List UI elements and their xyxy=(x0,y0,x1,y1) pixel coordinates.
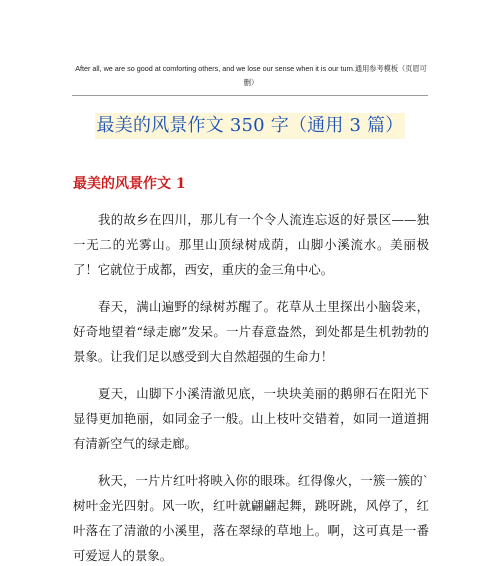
document-title-wrapper xyxy=(0,113,500,139)
section-heading: 最美的风景作文 1 xyxy=(73,176,186,192)
header-divider xyxy=(72,95,428,96)
page-header: After all, we are so good at comforting others, and we lose our sense when it is our turn.通用参考模板（页眉可删） xyxy=(75,64,427,87)
paragraph-1: 我的故乡在四川，那儿有一个令人流连忘返的好景区——独一无二的光雾山。那里山顶绿树成荫，山脚小溪流水。美丽极了！它就位于成都，西安，重庆的金三角中心。 xyxy=(73,212,429,277)
paragraph-3: 夏天，山脚下小溪清澈见底，一块块美丽的鹅卵石在阳光下显得更加艳丽，如同金子一般。山上枝叶交错着，如同一道道拥有清新空气的绿走廊。 xyxy=(73,386,429,451)
paragraph-2: 春天，满山遍野的绿树苏醒了。花草从土里探出小脑袋来，好奇地望着“绿走廊”发呆。一片春意盎然，到处都是生机勃勃的景象。让我们足以感受到大自然超强的生命力！ xyxy=(73,299,429,364)
essay-body xyxy=(73,207,429,566)
document-title: 最美的风景作文 350 字（通用 3 篇） xyxy=(95,113,406,139)
paragraph-4: 秋天，一片片红叶将映入你的眼珠。红得像火，一簇一簇的`树叶金光四射。风一吹，红叶就翩翩起舞，跳呀跳，风停了，红叶落在了清澈的小溪里，落在翠绿的草地上。啊，这可真是一番可爱逗人的景象。 xyxy=(73,473,429,563)
